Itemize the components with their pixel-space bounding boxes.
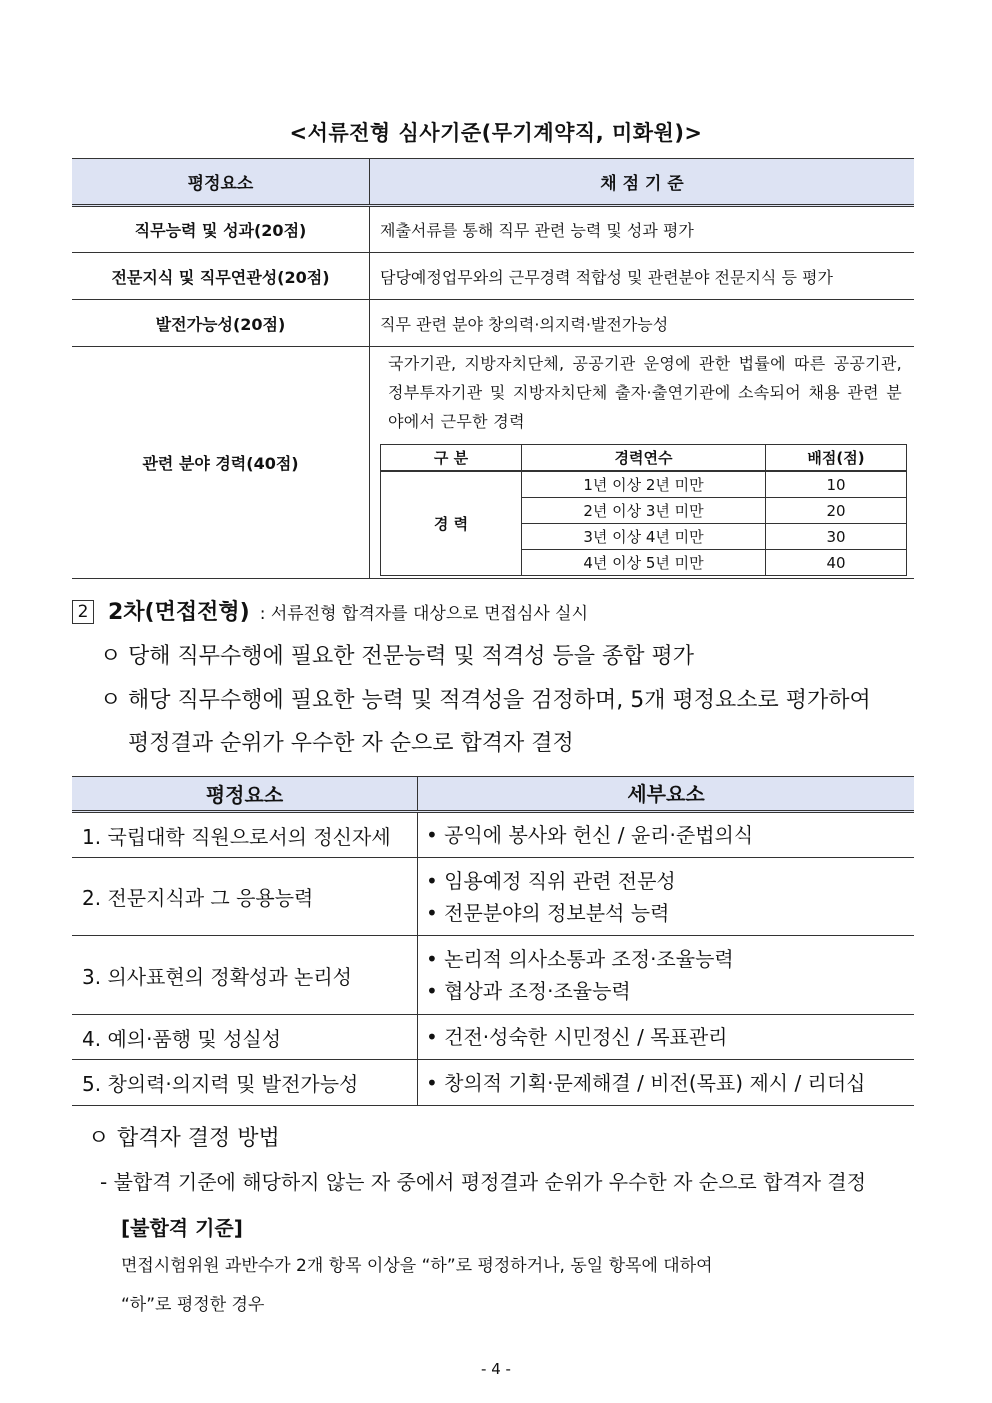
table2-header-element: 평정요소: [72, 777, 418, 812]
fail-criteria-text-2: “하”로 평정한 경우: [121, 1295, 265, 1315]
fail-criteria-text-1: 면접시험위원 과반수가 2개 항목 이상을 “하”로 평정하거나, 동일 항목에 대하여: [121, 1256, 713, 1276]
decision-title: 합격자 결정 방법: [117, 1126, 280, 1151]
table2-header-details: 세부요소: [418, 777, 915, 812]
table1-criteria: 제출서류를 통해 직무 관련 능력 및 성과 평가: [370, 206, 915, 253]
table1-header-element: 평정요소: [72, 159, 370, 206]
section2-bullet-2-cont: 평정결과 순위가 우수한 자 순으로 합격자 결정: [128, 731, 574, 756]
table-row: [72, 206, 914, 253]
table1-criteria: 담당예정업무와의 근무경력 적합성 및 관련분야 전문지식 등 평가: [370, 253, 915, 300]
career-score: 30: [766, 524, 907, 550]
table2-details: [418, 812, 915, 858]
table1-header-criteria: 채 점 기 준: [370, 159, 915, 206]
career-score: 40: [766, 550, 907, 576]
section-number-box: 2: [72, 600, 94, 624]
fail-criteria-title: [불합격 기준]: [121, 1216, 243, 1240]
table1-element: 직무능력 및 성과(20점): [72, 206, 370, 253]
table1-element: 관련 분야 경력(40점): [72, 347, 370, 579]
decision-rule: - 불합격 기준에 해당하지 않는 자 중에서 평정결과 순위가 우수한 자 순으로 합격자 결정: [100, 1170, 867, 1194]
screening-criteria-table: [72, 158, 914, 579]
career-score-table: [380, 444, 907, 576]
table-row: [72, 858, 914, 936]
table2-element: 5. 창의력·의지력 및 발전가능성: [72, 1060, 418, 1106]
table2-details: [418, 1060, 915, 1106]
table2-detail-item: • 논리적 의사소통과 조정·조율능력: [426, 947, 734, 971]
table2-details: [418, 1015, 915, 1060]
table1-criteria: 직무 관련 분야 창의력·의지력·발전가능성: [370, 300, 915, 347]
table1-element: 전문지식 및 직무연관성(20점): [72, 253, 370, 300]
bullet-symbol: ㅇ: [100, 688, 122, 713]
career-cell: [370, 347, 915, 579]
career-header-category: 구 분: [381, 445, 522, 472]
career-score: 20: [766, 498, 907, 524]
bullet-symbol: ㅇ: [88, 1126, 110, 1151]
table2-element: 3. 의사표현의 정확성과 논리성: [72, 936, 418, 1015]
page-number: - 4 -: [481, 1360, 511, 1378]
career-header-score: 배점(점): [766, 445, 907, 472]
career-years: 4년 이상 5년 미만: [522, 550, 766, 576]
document-title: <서류전형 심사기준(무기계약직, 미화원)>: [289, 121, 703, 145]
career-years: 2년 이상 3년 미만: [522, 498, 766, 524]
table-row: [72, 812, 914, 858]
career-score: 10: [766, 471, 907, 498]
table2-detail-item: • 전문분야의 정보분석 능력: [426, 900, 670, 925]
section2-heading: [72, 595, 588, 626]
table2-detail-item: • 협상과 조정·조율능력: [426, 979, 631, 1003]
career-header-years: 경력연수: [522, 445, 766, 472]
table2-detail-item: • 창의적 기획·문제해결 / 비전(목표) 제시 / 리더십: [426, 1070, 866, 1095]
career-years: 3년 이상 4년 미만: [522, 524, 766, 550]
table-row: [72, 1060, 914, 1106]
section2-bullet-2: 해당 직무수행에 필요한 능력 및 적격성을 검정하며, 5개 평정요소로 평가하여: [128, 688, 871, 713]
table2-detail-item: • 공익에 봉사와 헌신 / 윤리·준법의식: [426, 823, 754, 847]
table2-details: [418, 936, 915, 1015]
section2-title: 2차(면접전형): [108, 600, 250, 625]
table2-detail-item: • 건전·성숙한 시민정신 / 목표관리: [426, 1025, 728, 1049]
table2-element: 4. 예의·품행 및 성실성: [72, 1015, 418, 1060]
bullet-symbol: ㅇ: [100, 644, 122, 669]
table-row: [72, 347, 914, 579]
table2-detail-item: • 임용예정 직위 관련 전문성: [426, 868, 676, 893]
section2-subtitle: : 서류전형 합격자를 대상으로 면접심사 실시: [259, 604, 589, 624]
table-row: [72, 1015, 914, 1060]
table-row: [72, 300, 914, 347]
table1-element: 발전가능성(20점): [72, 300, 370, 347]
table2-details: [418, 858, 915, 936]
career-description: 국가기관, 지방자치단체, 공공기관 운영에 관한 법률에 따른 공공기관, 정부투자기관 및 지방자치단체 출자·출연기관에 소속되어 채용 관련 분야에서 근무한 경력: [388, 354, 902, 431]
table2-element: 1. 국립대학 직원으로서의 정신자세: [72, 812, 418, 858]
table-row: [72, 936, 914, 1015]
interview-criteria-table: [72, 776, 914, 1106]
section2-bullet-1: 당해 직무수행에 필요한 전문능력 및 적격성 등을 종합 평가: [128, 644, 694, 669]
career-category: 경 력: [381, 471, 522, 576]
table-row: [72, 253, 914, 300]
table-row: [381, 471, 907, 498]
career-years: 1년 이상 2년 미만: [522, 471, 766, 498]
table2-element: 2. 전문지식과 그 응용능력: [72, 858, 418, 936]
